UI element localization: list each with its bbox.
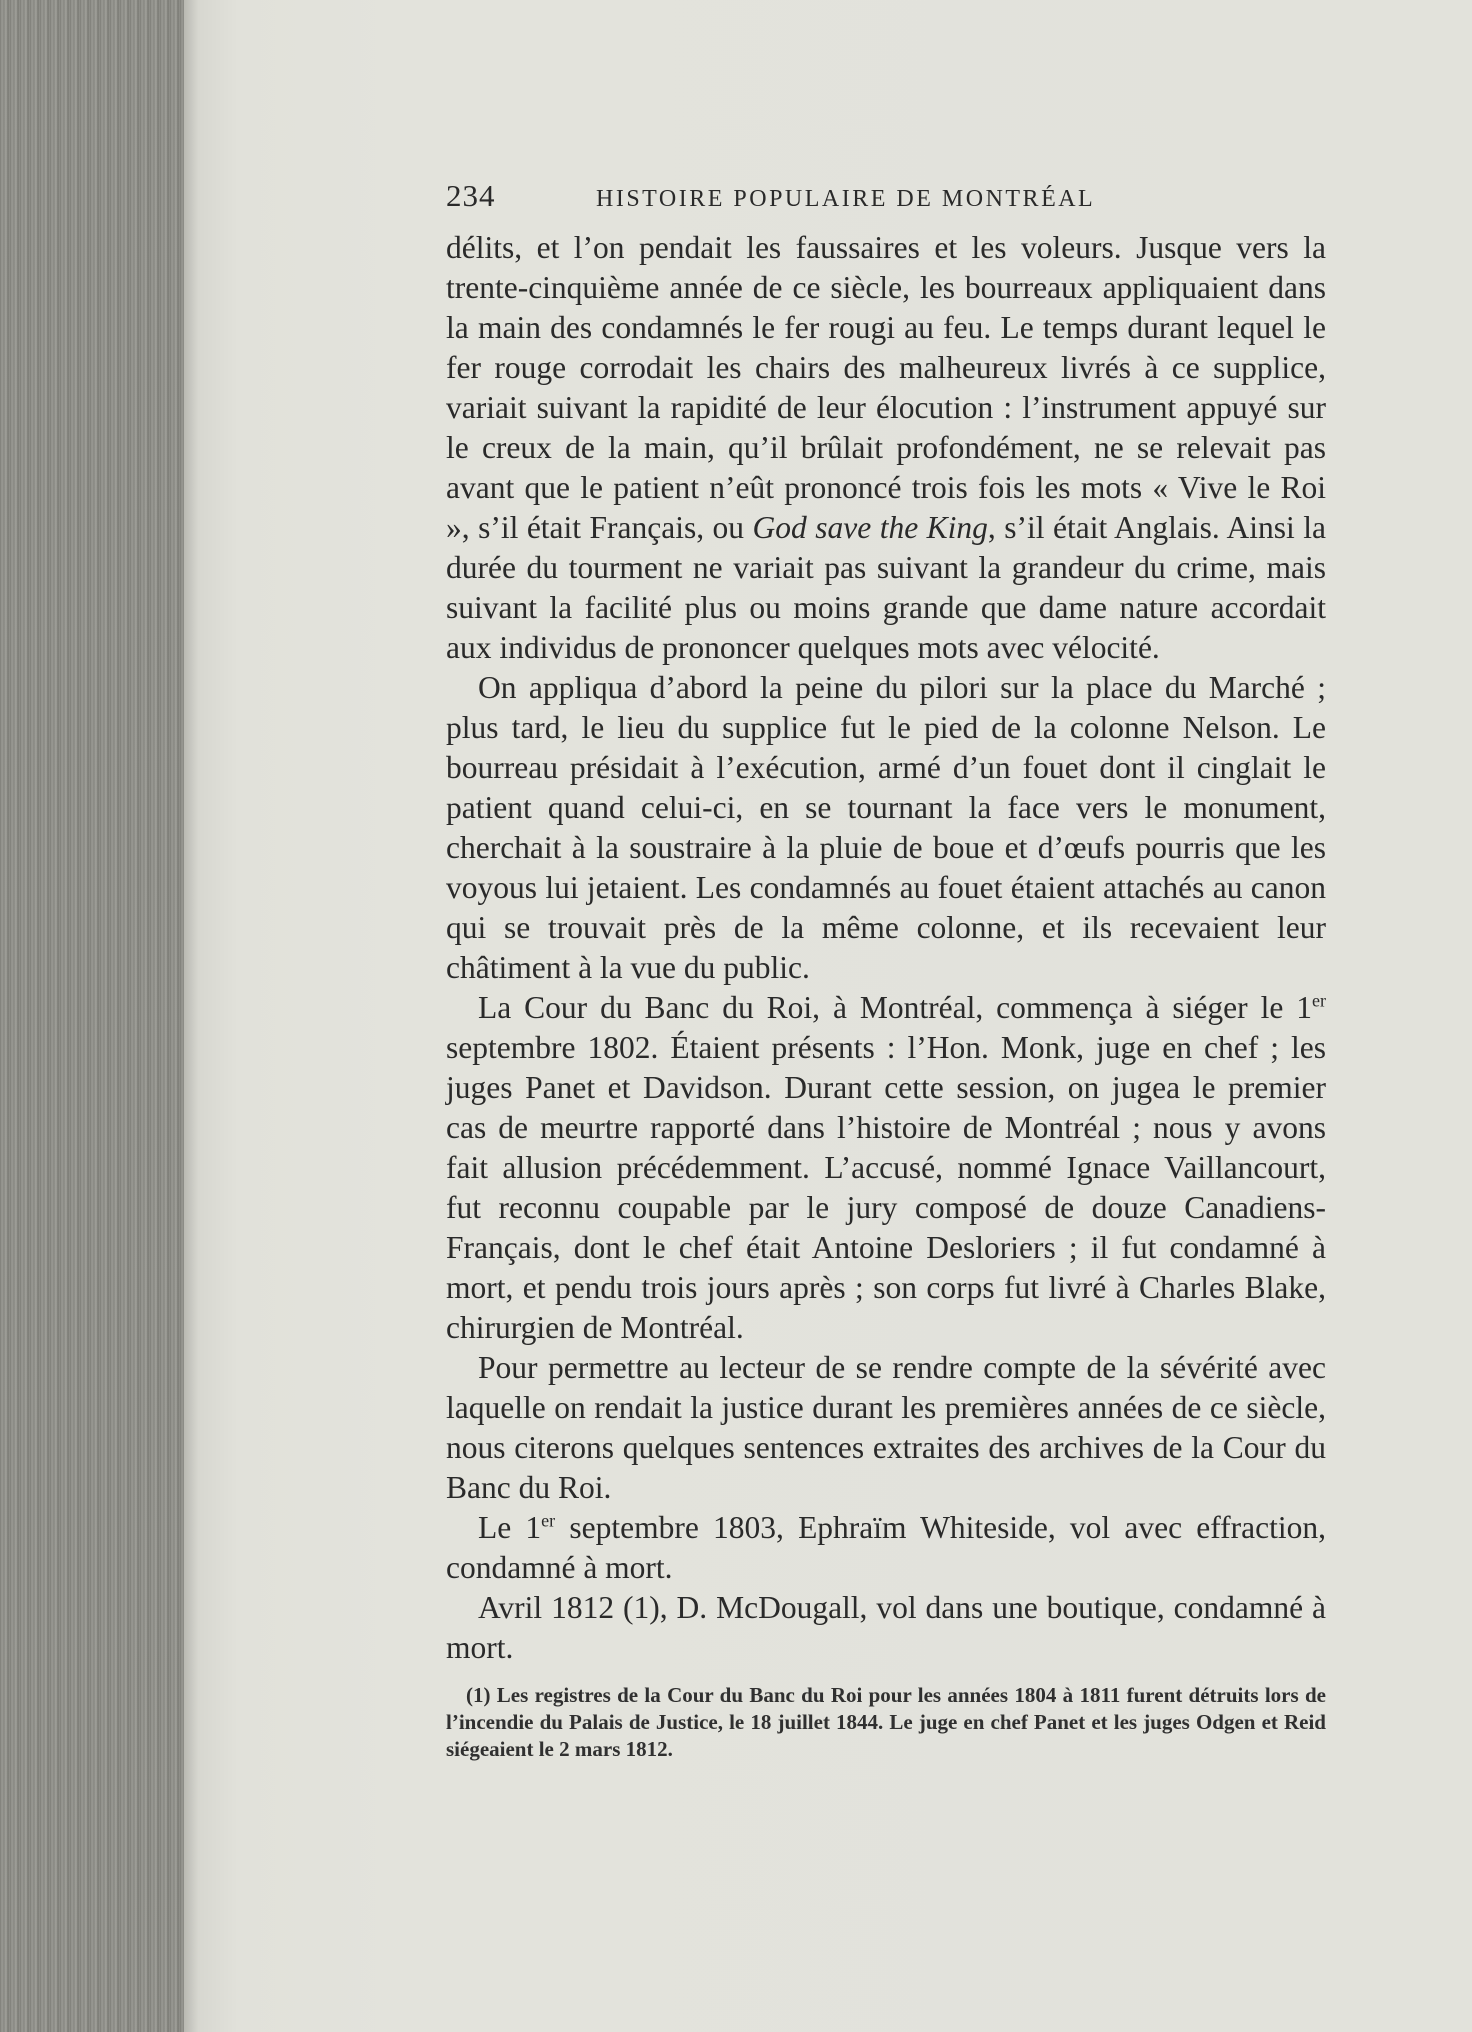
paragraph-5-superscript: er <box>541 1510 556 1531</box>
paragraph-5 <box>446 1508 1326 1588</box>
paragraph-1 <box>446 228 1326 668</box>
book-page <box>198 0 1472 2032</box>
text-block <box>446 178 1326 1784</box>
running-head <box>446 178 1326 222</box>
paragraph-1-text-b: , s’il était Anglais. Ainsi la durée du tourment ne variait pas suivant la grandeur du crime, mais suivant la facilité plus ou moins grande que dame nature accordait aux individus de prononcer quelques mots avec vélocité. <box>446 510 1326 665</box>
paragraph-1-text-a: délits, et l’on pendait les faussaires et les voleurs. Jusque vers la trente-cinquième année de ce siècle, les bourreaux appliquaient dans la main des condamnés le fer rougi au feu. Le temps durant lequel le fer rouge corrodait les chairs des malheureux livrés à ce supplice, variait suivant la rapidité de leur élocution : l’instrument appuyé sur le creux de la main, qu’il brûlait profondément, ne se relevait pas avant que le patient n’eût prononcé trois fois les mots « Vive le Roi », s’il était Français, ou <box>446 230 1326 545</box>
paragraph-5-text-b: septembre 1803, Ephraïm Whiteside, vol avec effraction, condamné à mort. <box>446 1510 1326 1585</box>
paragraph-3 <box>446 988 1326 1348</box>
page-number: 234 <box>446 178 496 213</box>
book-page-edges <box>0 0 198 2032</box>
paragraph-3-superscript: er <box>1312 990 1326 1011</box>
paragraph-4: Pour permettre au lecteur de se rendre compte de la sévérité avec laquelle on rendait la justice durant les premières années de ce siècle, nous citerons quelques sentences extraites des archives de la Cour du Banc du Roi. <box>446 1350 1326 1505</box>
paragraph-6: Avril 1812 (1), D. McDougall, vol dans une boutique, condamné à mort. <box>446 1590 1326 1665</box>
running-head-title: HISTOIRE POPULAIRE DE MONTRÉAL <box>596 186 1096 212</box>
paragraph-2: On appliqua d’abord la peine du pilori sur la place du Marché ; plus tard, le lieu du supplice fut le pied de la colonne Nelson. Le bourreau présidait à l’exécution, armé d’un fouet dont il cinglait le patient quand celui-ci, en se tournant la face vers le monument, cherchait à la soustraire à la pluie de boue et d’œufs pourris que les voyous lui jetaient. Les condamnés au fouet étaient attachés au canon qui se trouvait près de la même colonne, et ils recevaient leur châtiment à la vue du public. <box>446 670 1326 985</box>
paragraph-5-text-a: Le 1 <box>478 1510 542 1545</box>
footnote: (1) Les registres de la Cour du Banc du Roi pour les années 1804 à 1811 furent détruits lors de l’incendie du Palais de Justice, le 18 juillet 1844. Le juge en chef Panet et les juges Odgen et Reid siégeaient le 2 mars 1812. <box>446 1683 1326 1761</box>
paragraph-1-italic: God save the King <box>752 510 988 545</box>
paragraph-3-text-b: septembre 1802. Étaient présents : l’Hon. Monk, juge en chef ; les juges Panet et Davidson. Durant cette session, on jugea le premier cas de meurtre rapporté dans l’histoire de Montréal ; nous y avons fait allusion précédemment. L’accusé, nommé Ignace Vaillancourt, fut reconnu coupable par le jury composé de douze Canadiens-Français, dont le chef était Antoine Desloriers ; il fut condamné à mort, et pendu trois jours après ; son corps fut livré à Charles Blake, chirurgien de Montréal. <box>446 1030 1326 1345</box>
paragraph-3-text-a: La Cour du Banc du Roi, à Montréal, commença à siéger le 1 <box>478 990 1313 1025</box>
